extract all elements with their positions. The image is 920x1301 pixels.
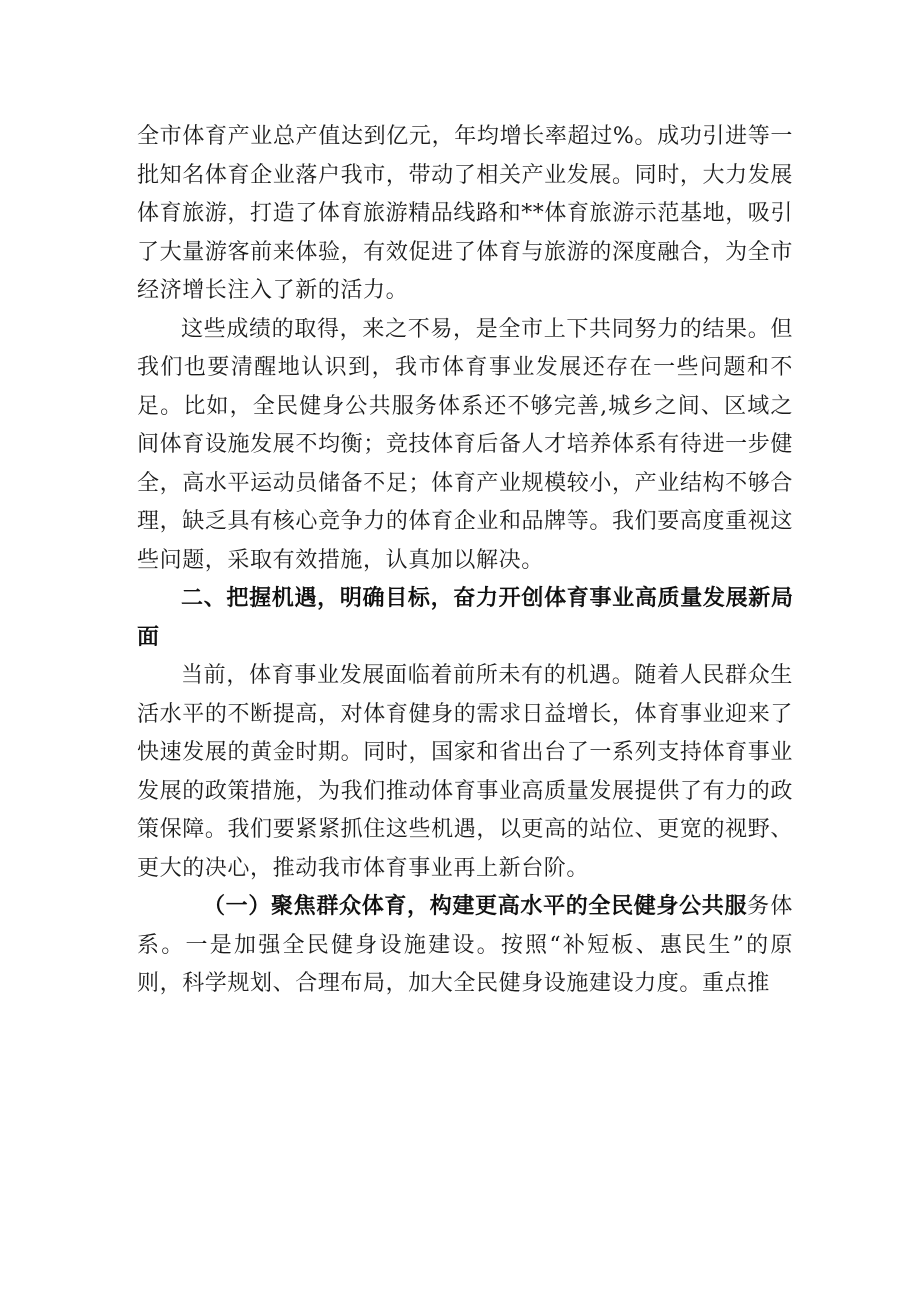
subsection-body-1: 务体系。一是加强全民健身设施建设。按照“补短板、惠民生”的原则，科学规划、合理布局，加大全民健身设施建设力度。重点推	[137, 894, 793, 996]
paragraph-opportunities: 当前，体育事业发展面临着前所未有的机遇。随着人民群众生活水平的不断提高，对体育健身的需求日益增长，体育事业迎来了快速发展的黄金时期。同时，国家和省出台了一系列支持体育事业发展的政策措施，为我们推动体育事业高质量发展提供了有力的政策保障。我们要紧紧抓住这些机遇，以更高的站位、更宽的视野、更大的决心，推动我市体育事业再上新台阶。	[137, 663, 793, 881]
subsection-paragraph-1	[137, 888, 793, 1004]
paragraph-problems: 这些成绩的取得，来之不易，是全市上下共同努力的结果。但我们也要清醒地认识到，我市体育事业发展还存在一些问题和不足。比如，全民健身公共服务体系还不够完善,城乡之间、区域之间体育设施发展不均衡；竞技体育后备人才培养体系有待进一步健全，高水平运动员储备不足；体育产业规模较小，产业结构不够合理，缺乏具有核心竞争力的体育企业和品牌等。我们要高度重视这些问题，采取有效措施，认真加以解决。	[137, 316, 793, 573]
subsection-heading-1: （一）聚焦群众体育，构建更高水平的全民健身公共服	[203, 894, 748, 919]
document-body	[137, 118, 793, 1004]
paragraph-industry-results: 全市体育产业总产值达到亿元，年均增长率超过%。成功引进等一批知名体育企业落户我市，带动了相关产业发展。同时，大力发展体育旅游，打造了体育旅游精品线路和**体育旅游示范基地，吸引了大量游客前来体验，有效促进了体育与旅游的深度融合，为全市经济增长注入了新的活力。	[137, 124, 794, 303]
section-heading-2: 二、把握机遇，明确目标，奋力开创体育事业高质量发展新局面	[137, 586, 793, 650]
